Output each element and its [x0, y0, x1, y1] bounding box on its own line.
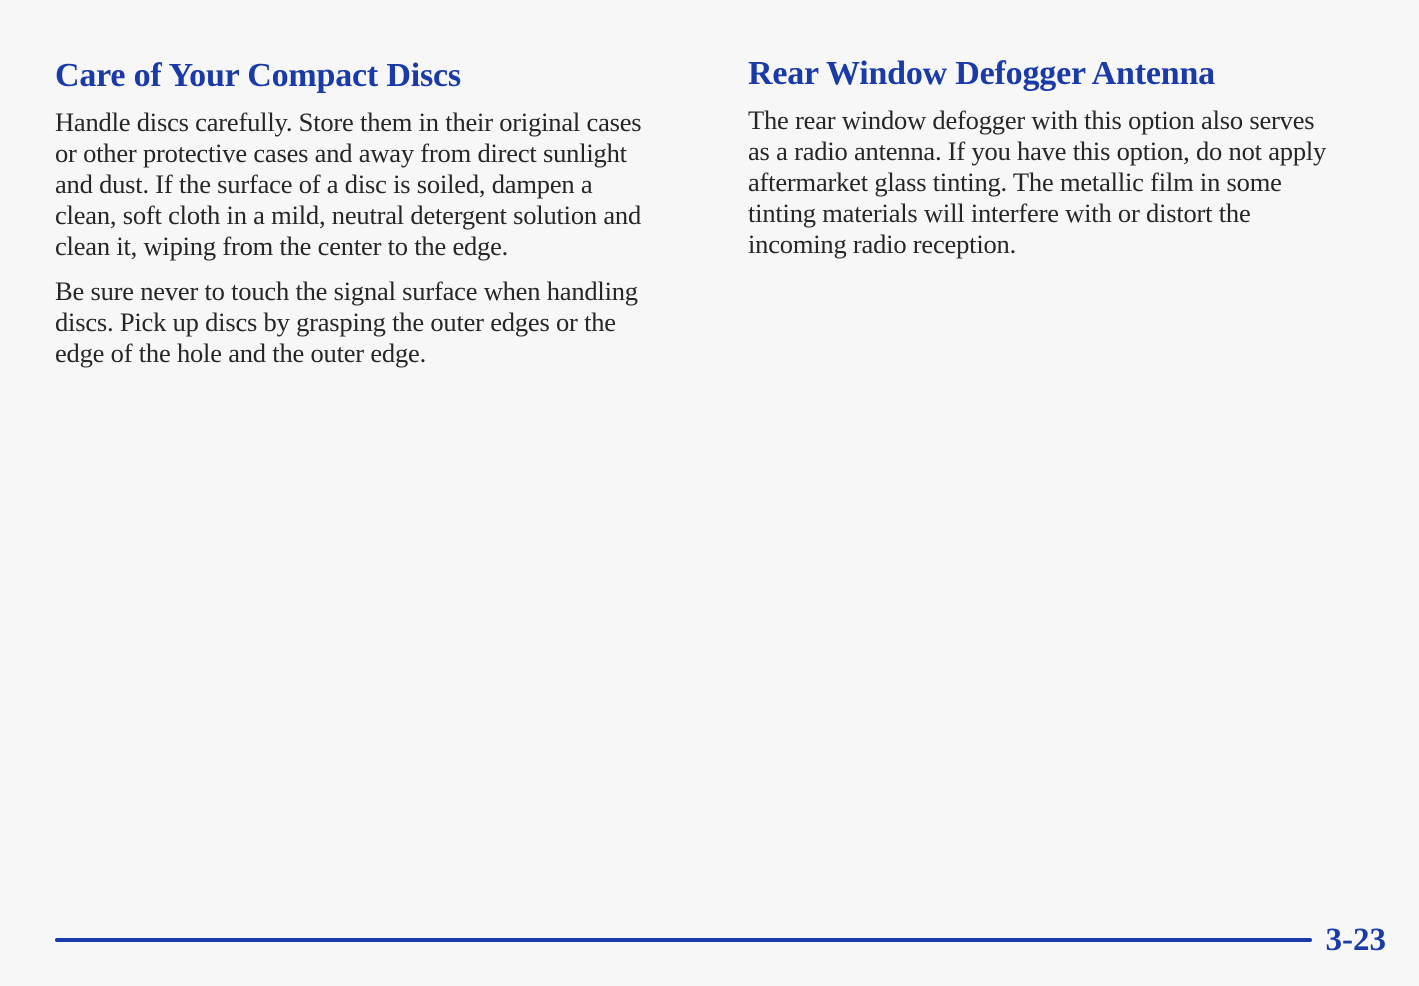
text-line: tinting materials will interfere with or distort the: [748, 198, 1251, 228]
page-number: 3-23: [1325, 922, 1386, 958]
footer-rule: [55, 938, 1312, 942]
section-heading-defogger-antenna: Rear Window Defogger Antenna: [748, 55, 1215, 92]
text-line: Be sure never to touch the signal surface when handling: [55, 276, 638, 306]
compact-discs-paragraph-2: [55, 276, 705, 369]
text-line: and dust. If the surface of a disc is soiled, dampen a: [55, 169, 593, 199]
text-line: discs. Pick up discs by grasping the outer edges or the: [55, 307, 616, 337]
text-line: clean, soft cloth in a mild, neutral detergent solution and: [55, 200, 642, 230]
defogger-antenna-paragraph-1: [748, 105, 1388, 260]
text-line: as a radio antenna. If you have this option, do not apply: [748, 136, 1327, 166]
text-line: Handle discs carefully. Store them in their original cases: [55, 107, 642, 137]
text-line: or other protective cases and away from direct sunlight: [55, 138, 627, 168]
text-line: edge of the hole and the outer edge.: [55, 338, 427, 368]
left-column: [55, 0, 705, 369]
section-heading-compact-discs: Care of Your Compact Discs: [55, 57, 461, 94]
text-line: The rear window defogger with this option also serves: [748, 105, 1315, 135]
compact-discs-paragraph-1: [55, 107, 705, 262]
text-line: incoming radio reception.: [748, 229, 1017, 259]
text-line: clean it, wiping from the center to the edge.: [55, 231, 509, 261]
right-column: [748, 0, 1388, 260]
text-line: aftermarket glass tinting. The metallic film in some: [748, 167, 1282, 197]
